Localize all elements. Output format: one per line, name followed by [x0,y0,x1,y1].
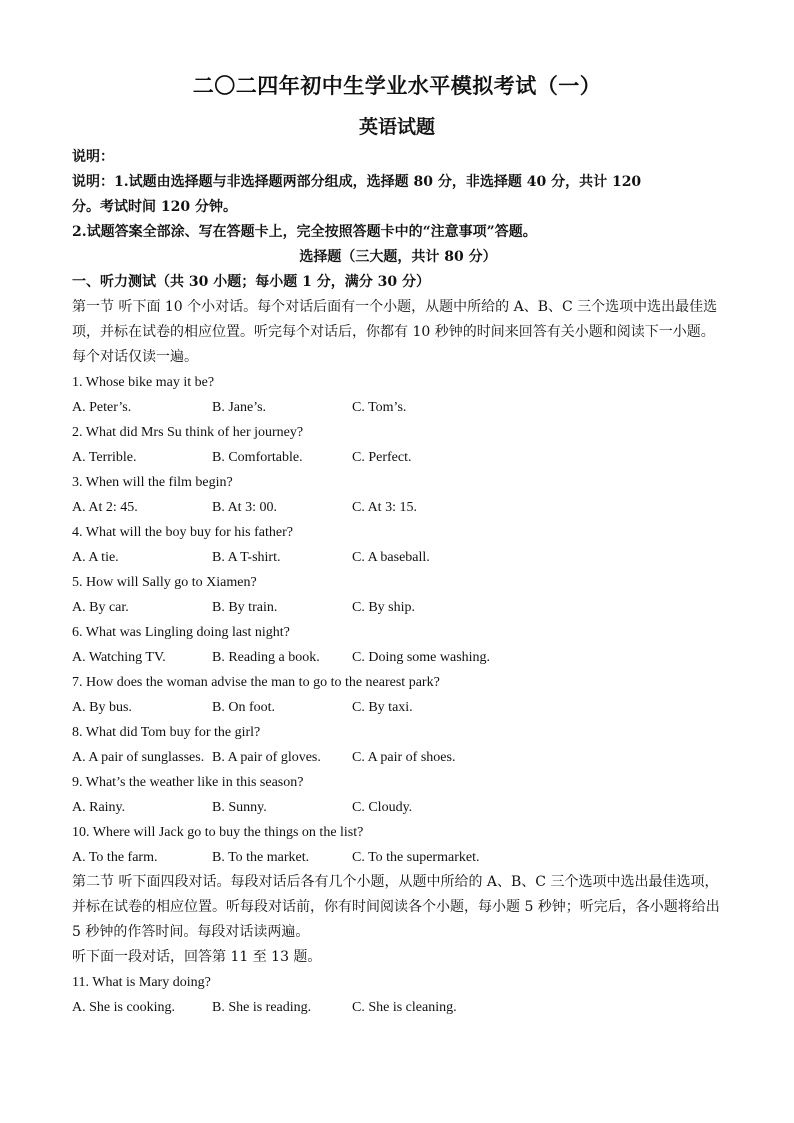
question-4 [72,520,724,570]
option-b: B. By train. [212,600,278,615]
question-9 [72,770,724,820]
question-text: 1. Whose bike may it be? [72,375,215,390]
question-text: 6. What was Lingling doing last night? [72,625,290,640]
option-a: A. A pair of sunglasses. [72,750,205,765]
exam-content [72,145,724,1020]
option-a: A. Terrible. [72,450,137,465]
question-text: 11. What is Mary doing? [72,975,211,990]
option-b: B. A pair of gloves. [212,750,321,765]
question-text: 5. How will Sally go to Xiamen? [72,575,257,590]
instructions-line-2: 分。考试时间 120 分钟。 [72,199,237,215]
question-options [72,695,724,720]
question-options [72,995,724,1020]
question-options [72,395,724,420]
option-a: A. Rainy. [72,800,126,815]
option-c: C. At 3: 15. [352,500,417,515]
question-8 [72,720,724,770]
dialogue-intro: 听下面一段对话，回答第 11 至 13 题。 [72,949,322,965]
option-b: B. A T-shirt. [212,550,281,565]
question-text: 7. How does the woman advise the man to go to the nearest park? [72,675,440,690]
option-a: A. At 2: 45. [72,500,138,515]
question-options [72,745,724,770]
question-5 [72,570,724,620]
option-b: B. Comfortable. [212,450,303,465]
section1-instructions-2: 项，并标在试卷的相应位置。听完每个对话后，你都有 10 秒钟的时间来回答有关小题和阅读下一小题。 [72,324,715,340]
option-c: C. Tom’s. [352,400,407,415]
option-c: C. Cloudy. [352,800,413,815]
option-b: B. She is reading. [212,1000,312,1015]
part1-heading: 一、听力测试（共 30 小题；每小题 1 分，满分 30 分） [72,274,430,290]
exam-subtitle: 英语试题 [358,116,435,138]
option-c: C. By ship. [352,600,416,615]
question-text: 4. What will the boy buy for his father? [72,525,293,540]
question-3 [72,470,724,520]
question-2 [72,420,724,470]
question-11 [72,970,724,1020]
option-b: B. Sunny. [212,800,267,815]
section2-instructions-1: 第二节 听下面四段对话。每段对话后各有几个小题，从题中所给的 A、B、C 三个选项中选出最佳选项， [72,874,719,890]
option-a: A. To the farm. [72,850,158,865]
question-options [72,645,724,670]
question-text: 2. What did Mrs Su think of her journey? [72,425,304,440]
question-options [72,595,724,620]
option-a: A. Peter’s. [72,400,132,415]
question-options [72,495,724,520]
option-a: A. A tie. [72,550,119,565]
option-b: B. At 3: 00. [212,500,277,515]
option-c: C. A pair of shoes. [352,750,456,765]
option-c: C. Doing some washing. [352,650,491,665]
instructions-line-1: 说明：1.试题由选择题与非选择题两部分组成，选择题 80 分，非选择题 40 分，共计 120 [72,174,642,190]
question-options [72,445,724,470]
question-7 [72,670,724,720]
question-options [72,545,724,570]
question-text: 8. What did Tom buy for the girl? [72,725,261,740]
question-text: 3. When will the film begin? [72,475,233,490]
section1-instructions-3: 每个对话仅读一遍。 [72,349,198,365]
question-6 [72,620,724,670]
section-title: 选择题（三大题，共计 80 分） [299,249,497,265]
option-c: C. She is cleaning. [352,1000,457,1015]
question-options [72,795,724,820]
instructions-line-3: 2.试题答案全部涂、写在答题卡上，完全按照答题卡中的“注意事项”答题。 [72,224,537,240]
option-a: A. By bus. [72,700,132,715]
question-10 [72,820,724,870]
section2-instructions-2: 并标在试卷的相应位置。听每段对话前，你有时间阅读各个小题，每小题 5 秒钟；听完后，各小题将给出 [72,899,720,915]
option-b: B. On foot. [212,700,275,715]
exam-title: 二〇二四年初中生学业水平模拟考试（一） [192,73,602,98]
option-b: B. To the market. [212,850,310,865]
option-a: A. She is cooking. [72,1000,176,1015]
question-options [72,845,724,870]
option-b: B. Jane’s. [212,400,267,415]
option-c: C. To the supermarket. [352,850,480,865]
option-c: C. Perfect. [352,450,412,465]
option-c: C. By taxi. [352,700,413,715]
instructions-heading: 说明： [72,149,114,165]
question-1 [72,370,724,420]
question-text: 10. Where will Jack go to buy the things on the list? [72,825,364,840]
question-text: 9. What’s the weather like in this season? [72,775,304,790]
option-a: A. Watching TV. [72,650,166,665]
option-c: C. A baseball. [352,550,430,565]
section1-instructions-1: 第一节 听下面 10 个小对话。每个对话后面有一个小题，从题中所给的 A、B、C 三个选项中选出最佳选 [72,299,718,315]
section2-instructions-3: 5 秒钟的作答时间。每段对话读两遍。 [72,924,310,940]
option-b: B. Reading a book. [212,650,320,665]
option-a: A. By car. [72,600,129,615]
